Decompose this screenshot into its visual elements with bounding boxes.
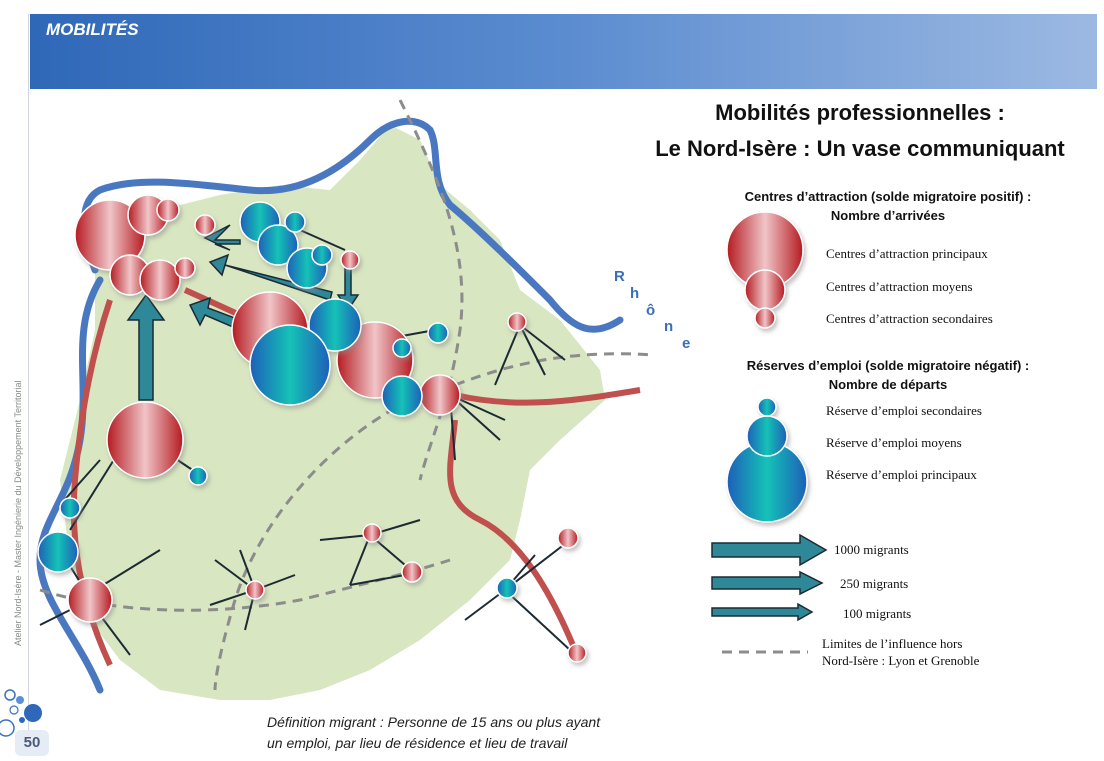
- legend-attraction-title-line2: Nombre d’arrivées: [830, 208, 946, 223]
- legend-reserve-item: Réserve d’emploi principaux: [826, 467, 977, 482]
- attraction-center: [402, 562, 422, 582]
- map-title-line1: Mobilités professionnelles :: [715, 100, 1005, 125]
- attraction-center: [68, 578, 112, 622]
- reserve-center: [285, 212, 305, 232]
- attraction-center: [568, 644, 586, 662]
- attraction-center: [341, 251, 359, 269]
- reserve-center: [189, 467, 207, 485]
- legend-arrow-100: [712, 604, 812, 620]
- attraction-center: [246, 581, 264, 599]
- reserve-center: [312, 245, 332, 265]
- legend-reserve-secondaire: [758, 398, 776, 416]
- river-label-letter: h: [630, 285, 640, 302]
- legend-attraction-title: [718, 187, 1058, 225]
- reserve-center: [497, 578, 517, 598]
- definition-line2: un emploi, par lieu de résidence et lieu de travail: [267, 735, 568, 751]
- legend-attraction-item: Centres d’attraction secondaires: [826, 311, 993, 326]
- legend-attraction-item: Centres d’attraction moyens: [826, 279, 973, 294]
- legend-flow-label: 1000 migrants: [834, 542, 909, 557]
- legend-arrow-1000: [712, 535, 826, 565]
- legend-flow-label: 100 migrants: [843, 606, 912, 621]
- legend-attraction-secondaire: [755, 308, 775, 328]
- reserve-center: [382, 376, 422, 416]
- reserve-center: [38, 532, 78, 572]
- legend-reserve-title-line2: Nombre de départs: [828, 377, 948, 392]
- reserve-center: [250, 325, 330, 405]
- legend-arrow-250: [712, 572, 822, 594]
- definition-line1: Définition migrant : Personne de 15 ans ou plus ayant: [267, 714, 601, 730]
- river-label-letter: e: [682, 335, 691, 352]
- river-label-letter: R: [614, 268, 625, 285]
- reserve-center: [428, 323, 448, 343]
- page-number: 50: [15, 730, 49, 756]
- attraction-center: [508, 313, 526, 331]
- migrant-definition: [267, 712, 687, 754]
- legend-reserve-item: Réserve d’emploi secondaires: [826, 403, 982, 418]
- legend-flow-label: 250 migrants: [840, 576, 909, 591]
- legend-attraction-title-line1: Centres d’attraction (solde migratoire positif) :: [744, 189, 1032, 204]
- attraction-center: [107, 402, 183, 478]
- legend-limit-line2: Nord-Isère : Lyon et Grenoble: [822, 653, 980, 668]
- river-label-letter: n: [664, 318, 674, 335]
- attraction-center: [157, 199, 179, 221]
- map-title-line2: Le Nord-Isère : Un vase communiquant: [655, 136, 1065, 161]
- reserve-center: [393, 339, 411, 357]
- legend-reserve-title-line1: Réserves d’emploi (solde migratoire négatif) :: [746, 358, 1030, 373]
- legend-limit-line1: Limites de l’influence hors: [822, 636, 963, 651]
- legend-reserve-moyen: [747, 416, 787, 456]
- legend-reserve-title: [718, 356, 1058, 394]
- attraction-center: [558, 528, 578, 548]
- sidebar-credit: Atelier Nord-Isère - Master Ingénierie du Développement Territorial: [13, 380, 23, 646]
- reserve-center: [60, 498, 80, 518]
- legend-reserve-item: Réserve d’emploi moyens: [826, 435, 962, 450]
- legend-attraction-item: Centres d’attraction principaux: [826, 246, 988, 261]
- river-label-letter: ô: [646, 302, 656, 319]
- attraction-center: [195, 215, 215, 235]
- page-title: MOBILITÉS: [46, 20, 139, 39]
- attraction-center: [140, 260, 180, 300]
- legend-attraction-moyen: [745, 270, 785, 310]
- attraction-center: [175, 258, 195, 278]
- attraction-center: [420, 375, 460, 415]
- attraction-center: [363, 524, 381, 542]
